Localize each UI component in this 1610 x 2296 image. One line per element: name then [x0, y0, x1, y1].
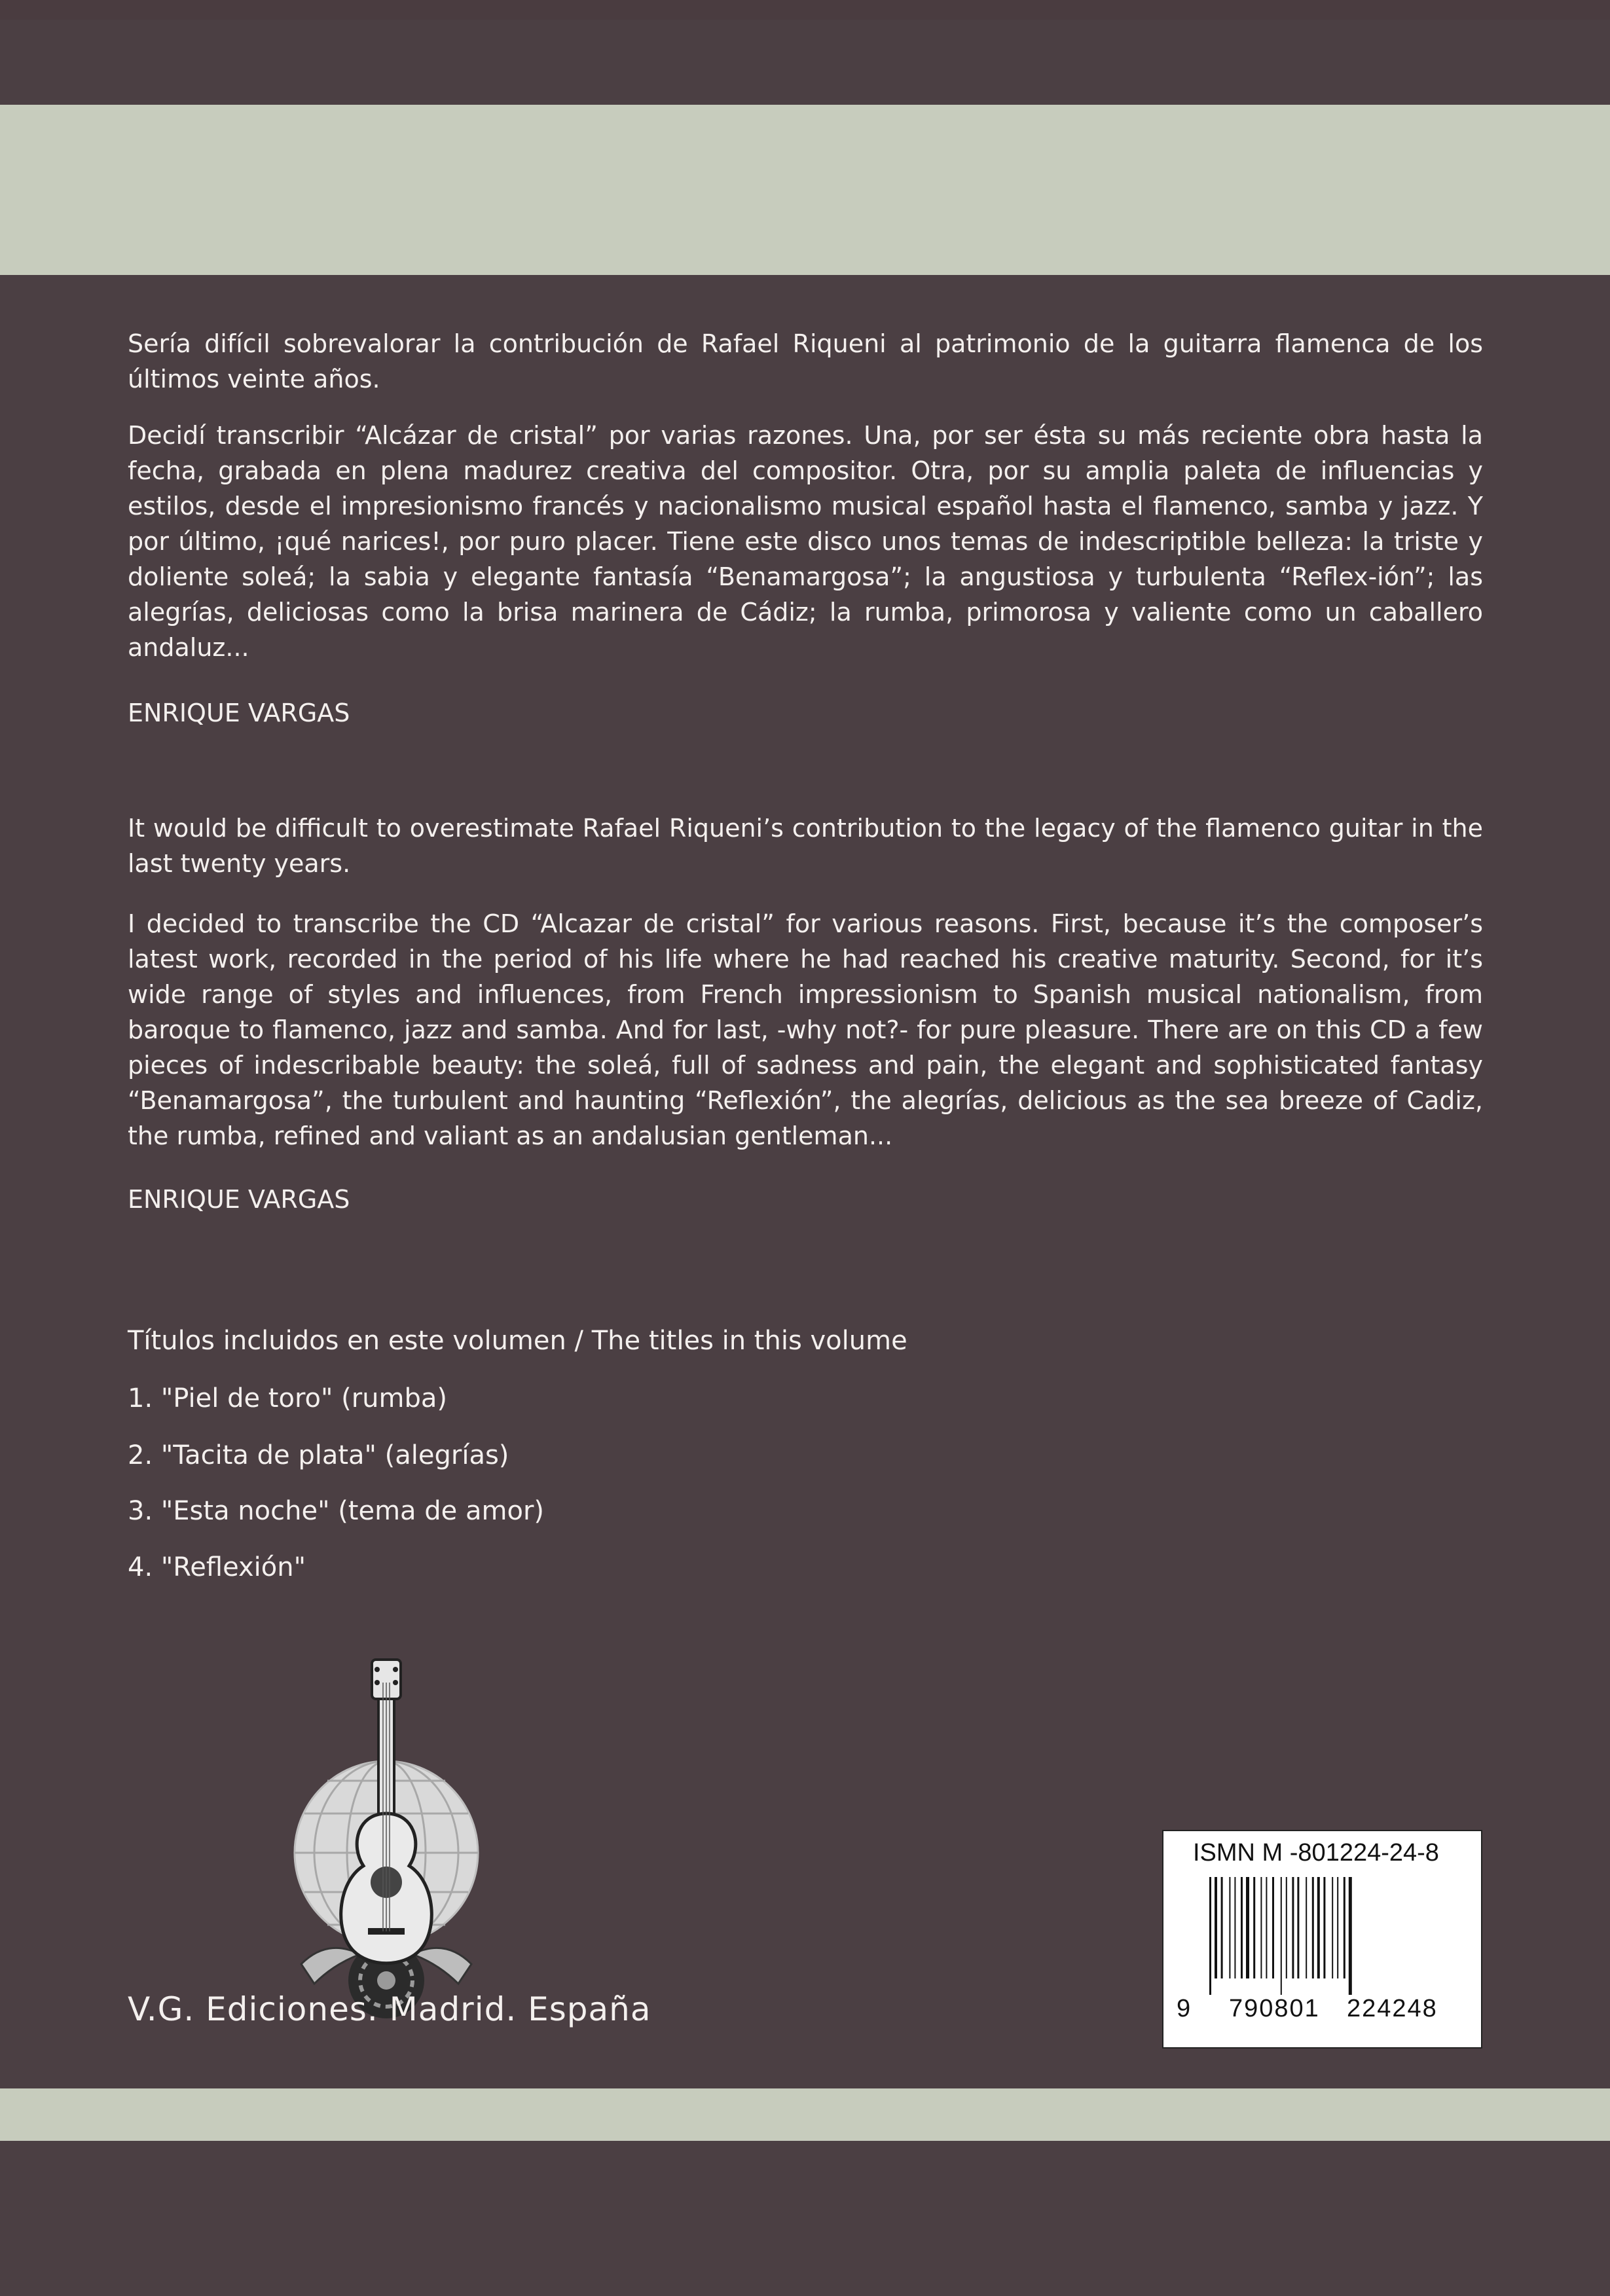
barcode-bar	[1234, 1877, 1235, 1978]
barcode-icon	[1170, 1877, 1474, 1995]
spanish-paragraph-2: Decidí transcribir “Alcázar de cristal” por varias razones. Una, por ser ésta su más reciente obra hasta la fecha, grabada en plena madurez creativa del compositor. Otra, por su amplia paleta de influencias y estilos, desde el impresionismo francés y nacionalismo musical español hasta el flamenco, samba y jazz. Y por último, ¡qué narices!, por puro placer. Tiene este disco unos temas de indescriptible belleza: la triste y doliente soleá; la sabia y elegante fantasía “Benamargosa”; la angustiosa y turbulenta “Reflex-ión”; las alegrías, deliciosas como la brisa marinera de Cádiz; la rumba, primorosa y valiente como un caballero andaluz...	[128, 421, 1483, 662]
barcode-bar	[1215, 1877, 1217, 1978]
barcode-bar	[1286, 1877, 1287, 1978]
bottom-stripe	[0, 2088, 1610, 2141]
title-item: 2. "Tacita de plata" (alegrías)	[128, 1440, 509, 1470]
barcode-bar	[1344, 1877, 1345, 1978]
barcode-bar	[1253, 1877, 1255, 1978]
barcode-bar	[1266, 1877, 1267, 1978]
top-edge	[0, 0, 1610, 20]
guitar-globe-winged-wheel-icon	[288, 1656, 485, 2023]
barcode-bar	[1297, 1877, 1299, 1978]
barcode-bar	[1337, 1877, 1338, 1978]
barcode-digits-left: 790801	[1229, 1995, 1320, 2022]
top-stripe	[0, 105, 1610, 275]
barcode-bar	[1312, 1877, 1314, 1978]
top-band	[0, 20, 1610, 105]
publisher-line: V.G. Ediciones. Madrid. España	[128, 1990, 651, 2028]
spanish-paragraph-1: Sería difícil sobrevalorar la contribución de Rafael Riqueni al patrimonio de la guitarra flamenca de los últimos veinte años.	[128, 329, 1483, 393]
barcode-bar	[1317, 1877, 1320, 1978]
barcode-bar	[1292, 1877, 1294, 1978]
english-paragraph-2: I decided to transcribe the CD “Alcazar de cristal” for various reasons. First, because it’s the composer’s latest work, recorded in the period of his life where he had reached his creative maturity. Second, for it’s wide range of styles and influences, from French impressionism to Spanish musical nationalism, from baroque to flamenco, jazz and samba. And for last, -why not?- for pure pleasure. There are on this CD a few pieces of indescribable beauty: the soleá, full of sadness and pain, the elegant and sophisticated fantasy “Benamargosa”, the turbulent and haunting “Reflexión”, the alegrías, delicious as the sea breeze of Cadiz, the rumba, refined and valiant as an andalusian gentleman...	[128, 909, 1483, 1150]
barcode-bar	[1281, 1877, 1282, 1995]
barcode-box	[1162, 1830, 1482, 2049]
english-signature: ENRIQUE VARGAS	[128, 1185, 350, 1214]
titles-heading: Títulos incluidos en este volumen / The titles in this volume	[128, 1326, 907, 1356]
spanish-signature: ENRIQUE VARGAS	[128, 699, 350, 727]
barcode-bar	[1323, 1877, 1325, 1978]
english-paragraph-1: It would be difficult to overestimate Rafael Riqueni’s contribution to the legacy of the flamenco guitar in the last twenty years.	[128, 814, 1483, 878]
title-item: 4. "Reflexión"	[128, 1552, 306, 1582]
barcode-bar	[1209, 1877, 1211, 1995]
barcode-bar	[1246, 1877, 1249, 1978]
barcode-bar	[1349, 1877, 1352, 1995]
barcode-bar	[1229, 1877, 1230, 1978]
barcode-bar	[1272, 1877, 1274, 1978]
barcode-bar	[1306, 1877, 1307, 1978]
title-item: 1. "Piel de toro" (rumba)	[128, 1383, 447, 1413]
barcode-bar	[1332, 1877, 1333, 1978]
barcode-bar	[1221, 1877, 1223, 1978]
foot-panel	[0, 2141, 1610, 2296]
barcode-bar	[1260, 1877, 1262, 1978]
title-item: 3. "Esta noche" (tema de amor)	[128, 1496, 544, 1526]
barcode-bar	[1241, 1877, 1243, 1978]
barcode-digits-right: 224248	[1347, 1995, 1438, 2022]
ismn-label: ISMN M -801224-24-8	[1193, 1839, 1439, 1867]
barcode-digit-first: 9	[1177, 1995, 1191, 2022]
